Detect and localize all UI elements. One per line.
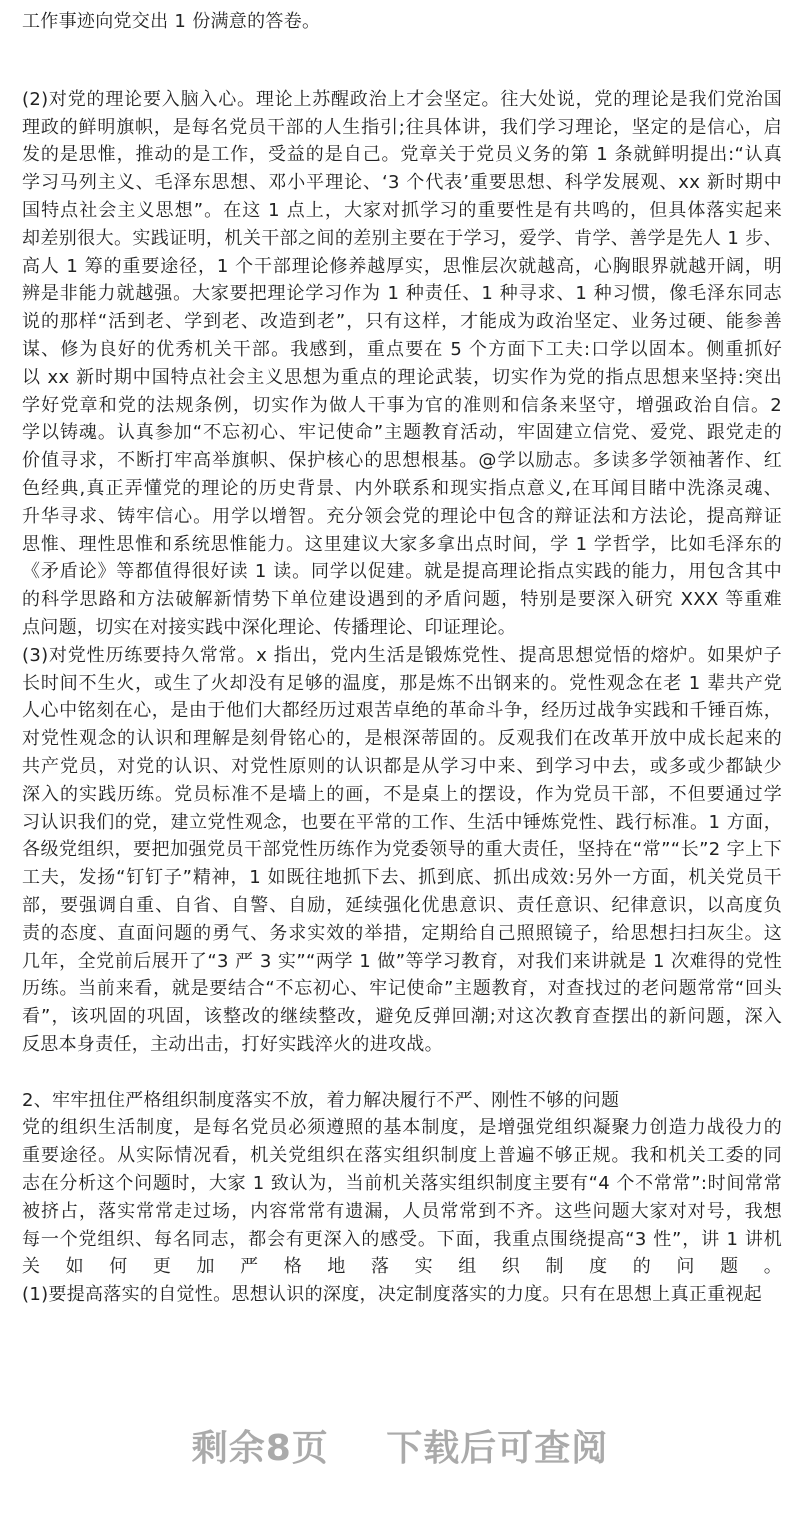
text-line: 谋、修为良好的优秀机关干部。我感到，重点要在 5 个方面下工夫:口学以固本。侧重抓好 [22,338,782,360]
document-body [22,0,782,1309]
text-line: 人心中铭刻在心，是由于他们大都经历过艰苦卓绝的革命斗争，经历过战争实践和千锤百炼， [22,700,782,722]
text-line: 却差别很大。实践证明，机关干部之间的差别主要在于学习，爱学、肯学、善学是先人 1 步、 [22,227,782,249]
text-line: 辨是非能力就越强。大家要把理论学习作为 1 种责任、1 种寻求、1 种习惯，像毛泽东同志 [22,283,782,305]
text-line: 各级党组织，要把加强党员干部党性历练作为党委领导的重大责任，坚持在“常”“长”2 字上下 [22,839,782,861]
text-line: 长时间不生火，或生了火却没有足够的温度，那是炼不出钢来的。党性观念在老 1 辈共产党 [22,672,782,694]
text-line: 志在分析这个问题时，大家 1 致认为，当前机关落实组织制度主要有“4 个不常常”:时间常常 [22,1173,782,1195]
text-line: 反思本身责任，主动出击，打好实践淬火的进攻战。 [22,1033,443,1055]
section-heading: 2、牢牢扭住严格组织制度落实不放，着力解决履行不严、刚性不够的问题 [22,1089,620,1111]
download-to-view[interactable]: 下载后可查阅 [386,1428,609,1469]
text-line: 工夫，发扬“钉钉子”精神，1 如既往地抓下去、抓到底、抓出成效:另外一方面，机关党员干 [22,867,782,889]
paragraph-theory [22,86,782,642]
paragraph-party-spirit [22,642,782,1059]
text-line: 《矛盾论》等都值得很好读 1 读。同学以促建。就是提高理论指点实践的能力，用包含其中 [22,561,782,583]
text-line: 学习马列主义、毛泽东思想、邓小平理论、‘3 个代表’重要思想、科学发展观、xx 新时期中 [22,172,782,194]
text-line: 色经典,真正弄懂党的理论的历史背景、内外联系和现实指点意义,在耳闻目睹中洗涤灵魂、 [22,477,782,499]
text-line: 重要途径。从实际情况看，机关党组织在落实组织制度上普遍不够正规。我和机关工委的同 [22,1145,782,1167]
text-line: 看”，该巩固的巩固，该整改的继续整改，避免反弹回潮;对这次教育查摆出的新问题，深入 [22,1006,782,1028]
text-line: 对党性观念的认识和理解是刻骨铭心的，是根深蒂固的。反观我们在改革开放中成长起来的 [22,728,782,750]
intro-paragraph [22,8,782,36]
text-line: 部，要强调自重、自省、自警、自励，延续强化优患意识、责任意识、纪律意识，以高度负 [22,894,782,916]
text-line: (3)对党性历练要持久常常。x 指出，党内生活是锻炼党性、提高思想觉悟的熔炉。如果炉子 [22,644,782,666]
text-line: 党的组织生活制度，是每名党员必须遵照的基本制度，是增强党组织凝聚力创造力战役力的 [22,1117,782,1139]
text-line: 价值寻求，不断打牢高举旗帜、保护核心的思想根基。@学以励志。多读多学领袖著作、红 [22,450,782,472]
paragraph-organization [22,1114,782,1309]
text-line: 说的那样“活到老、学到老、改造到老”，只有这样，才能成为政治坚定、业务过硬、能参善 [22,311,782,333]
text-line: 每一个党组织、每名同志，都会有更深入的感受。下面，我重点围绕提高“3 性”，讲 1 讲机 [22,1228,782,1250]
remaining-pages: 剩余8页 [191,1428,329,1469]
text-line: 思惟、理性思惟和系统思惟能力。这里建议大家多拿出点时间，学 1 学哲学，比如毛泽东的 [22,533,782,555]
download-prompt[interactable] [0,1420,800,1471]
text-line: (1)要提高落实的自觉性。思想认识的深度，决定制度落实的力度。只有在思想上真正重视起 [22,1284,763,1306]
text-line: 深入的实践历练。党员标准不是墙上的画，不是桌上的摆设，作为党员干部，不但要通过学 [22,783,782,805]
text-line: 工作事迹向党交出 1 份满意的答卷。 [22,11,321,32]
text-line: 学以铸魂。认真参加“不忘初心、牢记使命”主题教育活动，牢固建立信党、爱党、跟党走的 [22,422,782,444]
text-line: 理政的鲜明旗帜，是每名党员干部的人生指引;往具体讲，我们学习理论，坚定的是信心，启 [22,116,782,138]
text-line: 高人 1 筹的重要途径，1 个干部理论修养越厚实，思惟层次就越高，心胸眼界就越开阔，明 [22,255,782,277]
text-line: 国特点社会主义思想”。在这 1 点上，大家对抓学习的重要性是有共鸣的，但具体落实起来 [22,199,782,221]
text-line: 升华寻求、铸牢信心。用学以增智。充分领会党的理论中包含的辩证法和方法论，提高辩证 [22,505,782,527]
text-line: 关如何更加严格地落实组织制度的问题。 [22,1256,782,1278]
text-line: 的科学思路和方法破解新情势下单位建设遇到的矛盾问题，特别是要深入研究 XXX 等重难 [22,589,782,611]
text-line: 习认识我们的党，建立党性观念，也要在平常的工作、生活中锤炼党性、践行标准。1 方面， [22,811,782,833]
text-line: 历练。当前来看，就是要结合“不忘初心、牢记使命”主题教育，对查找过的老问题常常“回头 [22,978,782,1000]
text-line: 以 xx 新时期中国特点社会主义思想为重点的理论武装，切实作为党的指点思想来坚持:突出 [22,366,782,388]
text-line: 几年，全党前后展开了“3 严 3 实”“两学 1 做”等学习教育，对我们来讲就是 1 次难得的党性 [22,950,782,972]
text-line: 发的是思惟，推动的是工作，受益的是自己。党章关于党员义务的第 1 条就鲜明提出:“认真 [22,144,782,166]
text-line: 共产党员，对党的认识、对党性原则的认识都是从学习中来、到学习中去，或多或少都缺少 [22,755,782,777]
text-line: 学好党章和党的法规条例，切实作为做人干事为官的准则和信条来坚守，增强政治自信。2 [22,394,782,416]
text-line: 点问题，切实在对接实践中深化理论、传播理论、印证理论。 [22,616,517,638]
cut-line [22,0,782,8]
text-line: (2)对党的理论要入脑入心。理论上苏醒政治上才会坚定。往大处说，党的理论是我们党治国 [22,88,782,110]
text-line: 责的态度、直面问题的勇气、务求实效的举措，定期给自己照照镜子，给思想扫扫灰尘。这 [22,922,782,944]
text-line: 被挤占，落实常常走过场，内容常常有遗漏，人员常常到不齐。这些问题大家对对号，我想 [22,1200,782,1222]
